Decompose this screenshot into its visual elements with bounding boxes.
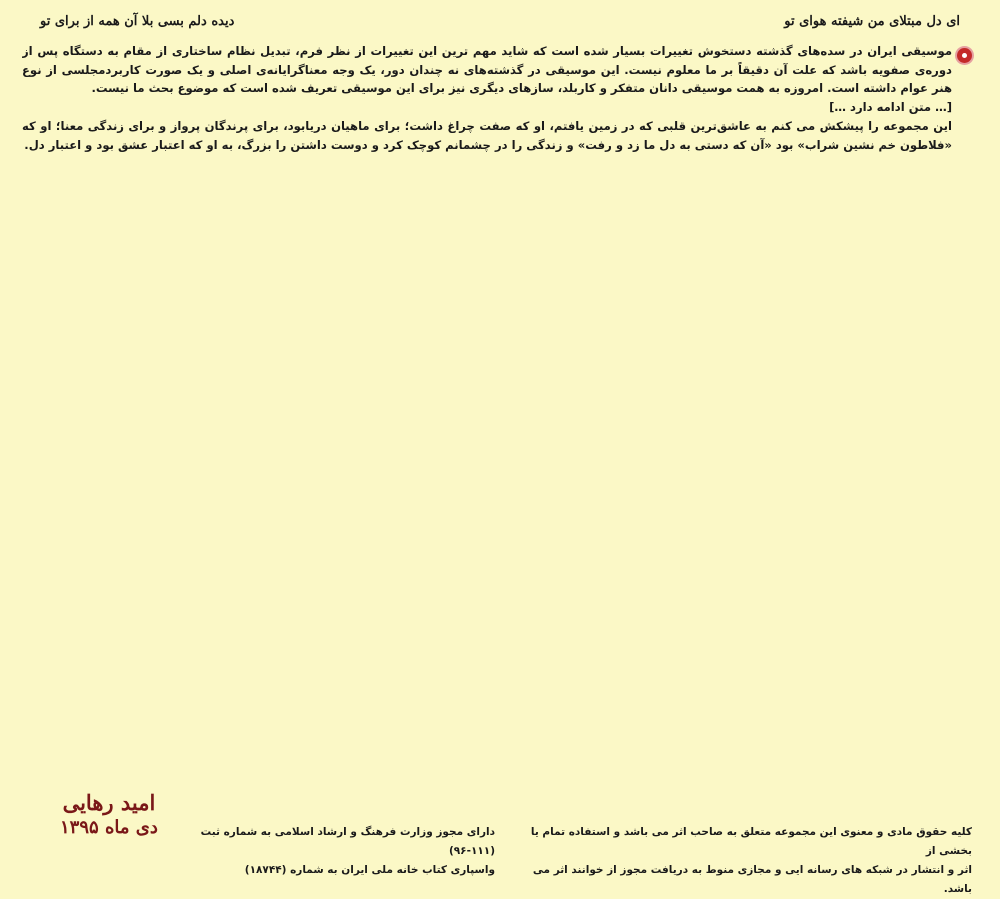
license-notice: [195, 823, 495, 880]
poem-verse-left: دیده دلم بسی بلا آن همه از برای تو: [40, 14, 235, 29]
body-text: [22, 42, 952, 780]
poem-header: [40, 14, 960, 29]
signature: [60, 790, 158, 840]
body-paragraph: موسیقی ایران در سده‌های گذشته دستخوش تغییرات بسیار شده است که شاید مهم ترین این تغییرات از نظر فرم، تبدیل نظام ساختاری از مقام به دستگاه پس از دوره‌ی صفویه باشد که علت آن دقیقاً بر ما معلوم نیست. این موسیقی در گذشته‌های نه چندان دور، یک وجه معناگرایانه‌ی اصلی و یک صورت کاربردمجلسی از نوع هنر عوام داشته است. امروزه به همت موسیقی دانان متفکر و کاربلد، سازهای دیگری نیز برای این موسیقی تعریف شده است که موضوع بحث ما نیست.: [22, 44, 952, 96]
poem-verse-right: ای دل مبتلای من شیفته هوای تو: [784, 14, 960, 29]
author-name: امید رهایی: [62, 790, 156, 815]
signature-date: دی ماه ۱۳۹۵: [60, 817, 158, 838]
license-line: واسپاری کتاب خانه ملی ایران به شماره (۱۸۷۴۴): [244, 864, 495, 876]
copyright-notice: [522, 823, 972, 899]
body-paragraph: [… متن ادامه دارد …]: [829, 100, 952, 115]
license-line: دارای مجوز وزارت فرهنگ و ارشاد اسلامی به شماره ثبت (۱۱۱-۹۶): [200, 826, 495, 857]
body-paragraph: این مجموعه را پیشکش می کنم به عاشق‌ترین قلبی که در زمین یافتم، او که صفت چراغ داشت؛ برای ماهیان دریابود، برای پرندگان پرواز و برای زندگی معنا؛ او که «فلاطون خم نشین شراب» بود «آن که دستی به دل ما زد و رفت» و زندگی را در چشمانم کوچک کرد و دوست داشتن را بزرگ، به او که اعتبار عشق بود و اعتبار دل.: [22, 118, 952, 152]
copyright-line: اثر و انتشار در شبکه های رسانه ایی و مجازی منوط به دریافت مجوز از خوانند اثر می باشد.: [532, 864, 972, 895]
copyright-line: کلیه حقوق مادی و معنوی این مجموعه متعلق به صاحب اثر می باشد و استفاده تمام یا بخشی از: [530, 826, 972, 857]
bullet-icon: [957, 48, 972, 63]
